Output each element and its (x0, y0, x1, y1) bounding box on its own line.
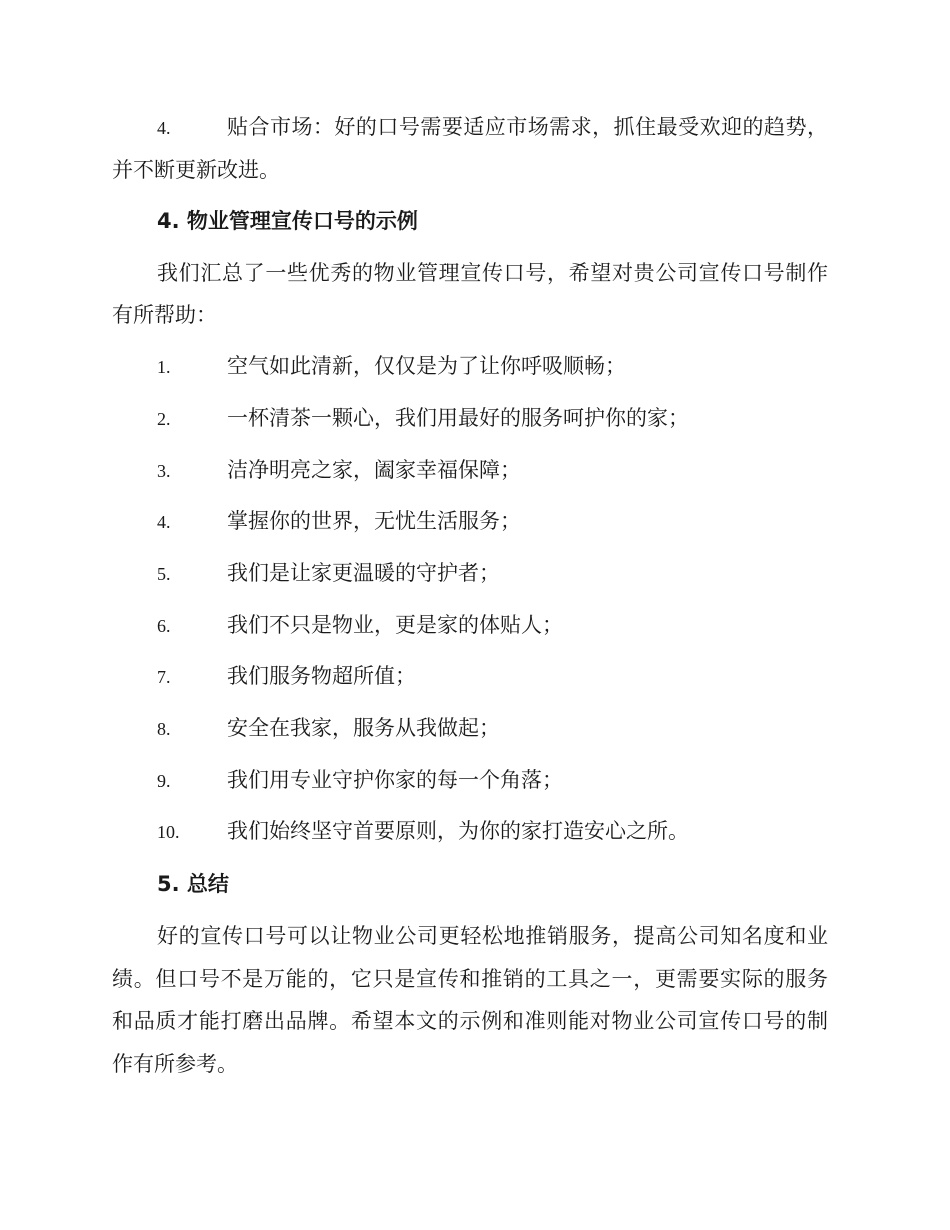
list-item: 我们是让家更温暖的守护者； (227, 561, 500, 585)
list-item: 洁净明亮之家，阖家幸福保障； (227, 458, 521, 482)
list-number: 8. (157, 719, 171, 739)
list-number: 4. (157, 118, 171, 138)
paragraph-line: 好的宣传口号可以让物业公司更轻松地推销服务，提高公司知名度和业 (157, 924, 828, 948)
list-item: 我们用专业守护你家的每一个角落； (227, 768, 563, 792)
list-number: 10. (157, 822, 180, 842)
section-heading-summary: 5. 总结 (157, 872, 229, 896)
list-number: 7. (157, 667, 171, 687)
list-number: 4. (157, 512, 171, 532)
list-number: 6. (157, 616, 171, 636)
list-item: 一杯清茶一颗心，我们用最好的服务呵护你的家； (227, 406, 689, 430)
paragraph-line: 绩。但口号不是万能的，它只是宣传和推销的工具之一，更需要实际的服务 (112, 967, 828, 991)
paragraph-line: 作有所参考。 (112, 1052, 238, 1076)
list-item: 我们不只是物业，更是家的体贴人； (227, 613, 563, 637)
paragraph-line: 有所帮助： (112, 303, 217, 327)
list-item: 我们始终坚守首要原则，为你的家打造安心之所。 (227, 819, 689, 843)
list-number: 1. (157, 357, 171, 377)
paragraph-line: 和品质才能打磨出品牌。希望本文的示例和准则能对物业公司宣传口号的制 (112, 1009, 828, 1033)
list-number: 9. (157, 771, 171, 791)
list-item-continuation: 并不断更新改进。 (112, 158, 280, 182)
list-item: 安全在我家，服务从我做起； (227, 716, 500, 740)
section-heading-examples: 4. 物业管理宣传口号的示例 (157, 209, 418, 233)
list-number: 5. (157, 564, 171, 584)
list-item: 空气如此清新，仅仅是为了让你呼吸顺畅； (227, 354, 626, 378)
list-number: 2. (157, 409, 171, 429)
list-item: 我们服务物超所值； (227, 664, 416, 688)
list-item-text: 贴合市场：好的口号需要适应市场需求，抓住最受欢迎的趋势， (227, 115, 828, 139)
list-item: 掌握你的世界，无忧生活服务； (227, 509, 521, 533)
list-number: 3. (157, 461, 171, 481)
paragraph-line: 我们汇总了一些优秀的物业管理宣传口号，希望对贵公司宣传口号制作 (157, 261, 828, 285)
